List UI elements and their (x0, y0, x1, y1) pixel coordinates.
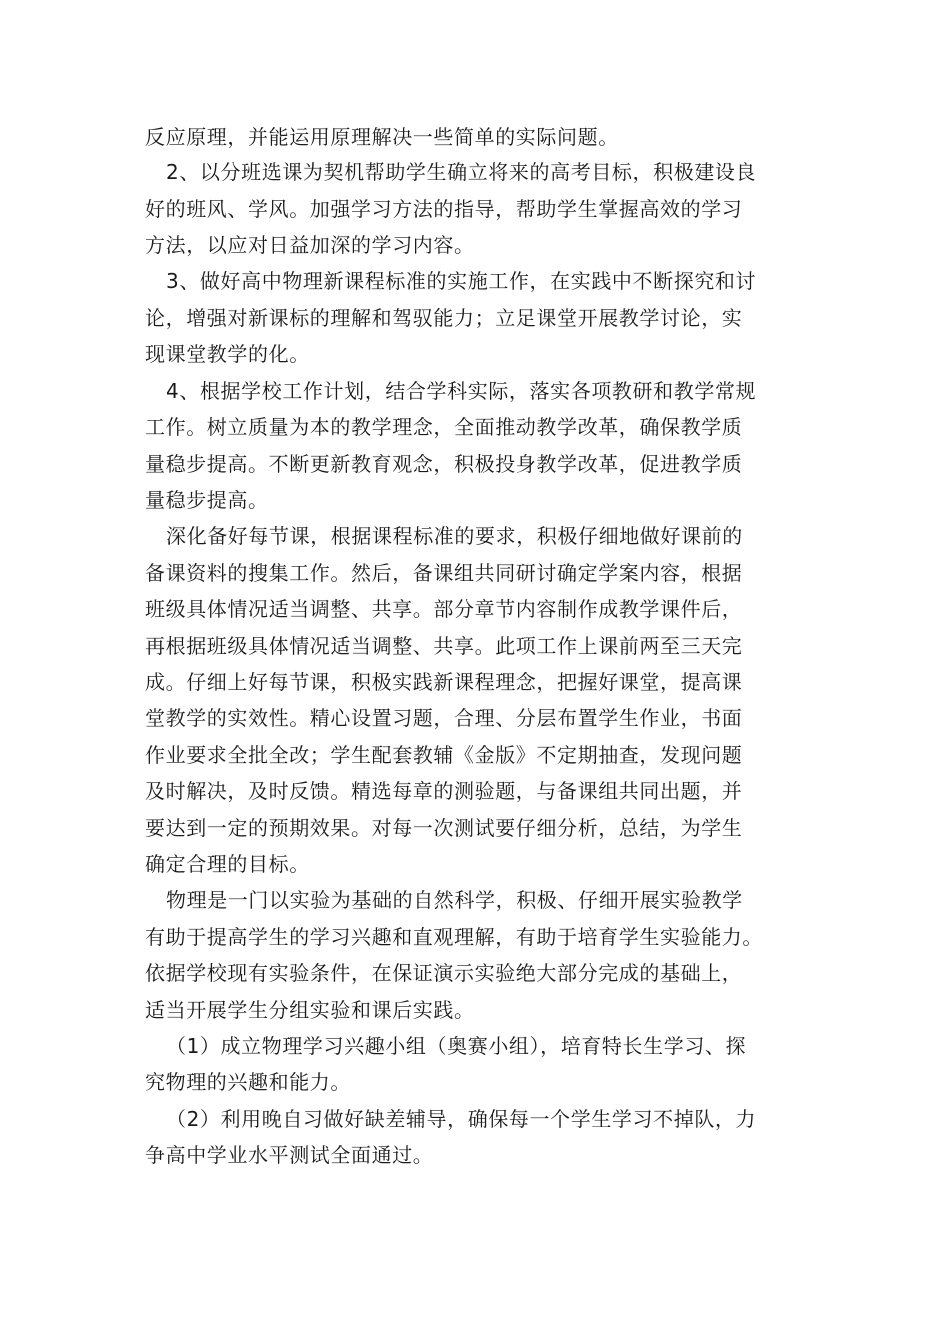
text-line: 物理是一门以实验为基础的自然科学，积极、仔细开展实验教学 (166, 888, 743, 912)
text-line: 量稳步提高。不断更新教育观念，积极投身教学改革，促进教学质 (145, 452, 743, 476)
text-line: 有助于提高学生的学习兴趣和直观理解，有助于培育学生实验能力。 (145, 925, 763, 949)
text-line: 工作。树立质量为本的教学理念，全面推动教学改革，确保教学质 (145, 415, 743, 439)
text-line: 方法，以应对日益加深的学习内容。 (145, 233, 475, 257)
text-line: 备课资料的搜集工作。然后，备课组共同研讨确定学案内容，根据 (145, 561, 743, 585)
text-line: 现课堂教学的化。 (145, 342, 310, 366)
text-line: （2）利用晚自习做好缺差辅导，确保每一个学生学习不掉队，力 (166, 1107, 757, 1131)
text-line: 班级具体情况适当调整、共享。部分章节内容制作成教学课件后， (145, 597, 743, 621)
text-line: 4、根据学校工作计划，结合学科实际，落实各项教研和教学常规 (166, 379, 757, 403)
text-line: 堂教学的实效性。精心设置习题，合理、分层布置学生作业，书面 (145, 706, 743, 730)
text-line: 要达到一定的预期效果。对每一次测试要仔细分析，总结，为学生 (145, 816, 743, 840)
text-line: 适当开展学生分组实验和课后实践。 (145, 998, 475, 1022)
text-line: 究物理的兴趣和能力。 (145, 1070, 351, 1094)
text-line: 反应原理，并能运用原理解决一些简单的实际问题。 (145, 125, 619, 149)
text-line: 作业要求全批全改；学生配套教辅《金版》不定期抽查，发现问题 (145, 743, 743, 767)
text-line: （1）成立物理学习兴趣小组（奥赛小组），培育特长生学习、探 (166, 1034, 747, 1058)
text-line: 2、以分班选课为契机帮助学生确立将来的高考目标，积极建设良 (166, 160, 757, 184)
text-line: 3、做好高中物理新课程标准的实施工作，在实践中不断探究和讨 (166, 269, 757, 293)
text-line: 依据学校现有实验条件，在保证演示实验绝大部分完成的基础上， (145, 961, 743, 985)
text-line: 确定合理的目标。 (145, 852, 310, 876)
text-line: 量稳步提高。 (145, 488, 269, 512)
text-line: 论，增强对新课标的理解和驾驭能力；立足课堂开展教学讨论，实 (145, 306, 743, 330)
text-line: 争高中学业水平测试全面通过。 (145, 1143, 434, 1167)
text-line: 及时解决，及时反馈。精选每章的测验题，与备课组共同出题，并 (145, 779, 743, 803)
text-line: 再根据班级具体情况适当调整、共享。此项工作上课前两至三天完 (145, 634, 743, 658)
text-line: 成。仔细上好每节课，积极实践新课程理念，把握好课堂，提高课 (145, 670, 743, 694)
text-line: 深化备好每节课，根据课程标准的要求，积极仔细地做好课前的 (166, 524, 743, 548)
text-line: 好的班风、学风。加强学习方法的指导，帮助学生掌握高效的学习 (145, 197, 743, 221)
